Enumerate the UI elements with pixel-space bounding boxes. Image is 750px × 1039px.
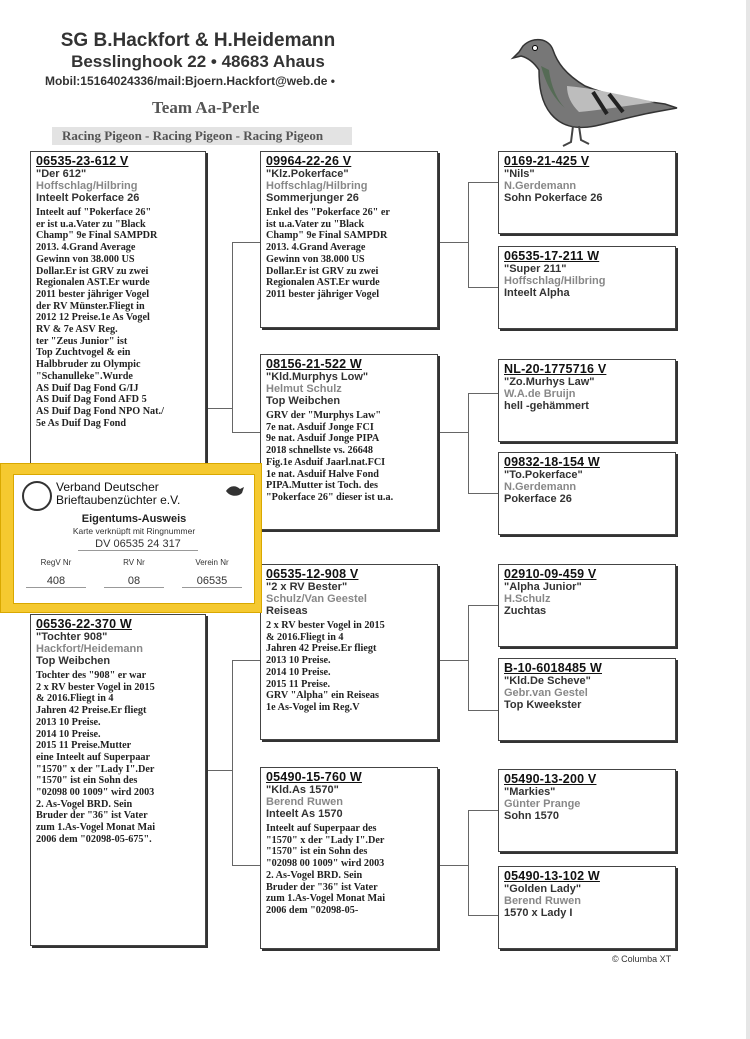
pigeon-card-dam2	[260, 767, 438, 949]
card-title: Eigentums-Ausweis	[81, 513, 187, 525]
description: Sohn 1570	[504, 810, 560, 822]
card-ring-number: DV 06535 24 317	[78, 538, 198, 551]
pigeon-name: "Zo.Murhys Law"	[504, 376, 595, 388]
notes: Inteelt auf "Pokerface 26" er ist u.a.Vater zu "Black Champ" 9e Final SAMPDR 2013. 4.Grand Average Gewinn von 38.000 US Dollar.Er ist GRV zu zwei Regionalen AST.Er wurde 2011 bester jähriger Vogel der RV Münster.Fliegt in 2012 12 Preise.1e As Vogel RV & 7e ASV Reg. ter "Zeus Junior" ist Top Zuchtvogel & ein Halbbruder zu Olympic "Schanulleke".Wurde AS Duif Dag Fond G/IJ AS Duif Dag Fond AFD 5 AS Duif Dag Fond NPO Nat./ 5e As Duif Dag Fond	[36, 207, 164, 429]
ring-number: B-10-6018485 W	[504, 661, 602, 675]
association-name: Verband Deutscher Brieftaubenzüchter e.V.	[56, 480, 181, 507]
team-name: Team Aa-Perle	[152, 98, 260, 117]
copyright: © Columba XT	[612, 954, 672, 964]
breeder: Berend Ruwen	[504, 895, 582, 907]
pigeon-card-sire2	[260, 564, 438, 740]
description: Reiseas	[266, 605, 308, 617]
description: Top Weibchen	[266, 395, 341, 407]
description: Inteelt Alpha	[504, 287, 570, 299]
owner-contact: Mobil:15164024336/mail:Bjoern.Hackfort@web.de •	[44, 74, 335, 88]
description: Inteelt Pokerface 26	[36, 192, 140, 204]
breeder: W.A.de Bruijn	[504, 388, 576, 400]
scan-edge	[746, 0, 750, 1039]
pigeon-name: "Der 612"	[36, 168, 87, 180]
pigeon-card-gd3	[498, 658, 676, 741]
owner-address: Besslinghook 22 • 48683 Ahaus	[71, 52, 325, 71]
pigeon-name: "Kld.De Scheve"	[504, 675, 591, 687]
ring-number: 0169-21-425 V	[504, 154, 590, 168]
breeder: N.Gerdemann	[504, 180, 577, 192]
description: Zuchtas	[504, 605, 547, 617]
rv-value: 08	[104, 575, 164, 588]
breeder: N.Gerdemann	[504, 481, 577, 493]
notes: GRV der "Murphys Law" 7e nat. Asduif Jonge FCI 9e nat. Asduif Jonge PIPA 2018 schnellste vs. 26648 Fig.1e Asduif Jaarl.nat.FCI 1e nat. Asduif Halve Fond PIPA.Mutter ist Toch. des "Pokerface 26" dieser ist u.a.	[266, 410, 394, 503]
breeder: Berend Ruwen	[266, 796, 344, 808]
pigeon-name: "Nils"	[504, 168, 535, 180]
pigeon-card-main1	[30, 151, 206, 471]
ring-number: 06535-17-211 W	[504, 249, 600, 263]
breeder: Gebr.van Gestel	[504, 687, 588, 699]
pigeon-card-dam1	[260, 354, 438, 530]
breeder: Hoffschlag/Hilbring	[36, 180, 138, 192]
pigeon-name: "Golden Lady"	[504, 883, 582, 895]
ring-number: 06535-12-908 V	[266, 567, 359, 581]
pigeon-card-gs2	[498, 359, 676, 442]
ring-number: 06536-22-370 W	[36, 617, 132, 631]
regv-label: RegV Nr	[40, 558, 72, 567]
description: Sommerjunger 26	[266, 192, 359, 204]
description: Inteelt As 1570	[266, 808, 343, 820]
breeder: Schulz/Van Geestel	[266, 593, 367, 605]
pigeon-name: "Klz.Pokerface"	[266, 168, 349, 180]
verein-label: Verein Nr	[195, 558, 229, 567]
ring-number: 05490-15-760 W	[266, 770, 362, 784]
pigeon-card-gd2	[498, 452, 676, 535]
ring-number: 05490-13-200 V	[504, 772, 597, 786]
ring-number: NL-20-1775716 V	[504, 362, 607, 376]
ring-number: 06535-23-612 V	[36, 154, 129, 168]
association-logo-icon	[22, 481, 52, 511]
pigeon-name: "Markies"	[504, 786, 556, 798]
ring-number: 02910-09-459 V	[504, 567, 597, 581]
breeder: Helmut Schulz	[266, 383, 342, 395]
pigeon-name: "Kld.As 1570"	[266, 784, 339, 796]
pigeon-card-sire1	[260, 151, 438, 328]
pigeon-name: "To.Pokerface"	[504, 469, 583, 481]
owner-name: SG B.Hackfort & H.Heidemann	[60, 30, 336, 51]
pigeon-name: "Alpha Junior"	[504, 581, 582, 593]
ring-number: 05490-13-102 W	[504, 869, 600, 883]
notes: 2 x RV bester Vogel in 2015 & 2016.Fliegt in 4 Jahren 42 Preise.Er fliegt 2013 10 Preise. 2014 10 Preise. 2015 11 Preise. GRV "Alpha" ein Reiseas 1e As-Vogel im Reg.V	[266, 620, 385, 713]
breeder: H.Schulz	[504, 593, 551, 605]
pigeon-name: "2 x RV Bester"	[266, 581, 348, 593]
description: Pokerface 26	[504, 493, 572, 505]
pigeon-card-gd1	[498, 246, 676, 329]
pigeon-name: "Super 211"	[504, 263, 567, 275]
card-subtitle: Karte verknüpft mit Ringnummer	[72, 526, 196, 536]
regv-value: 408	[26, 575, 86, 588]
racing-banner: Racing Pigeon - Racing Pigeon - Racing Pigeon	[52, 127, 352, 145]
notes: Tochter des "908" er war 2 x RV bester Vogel in 2015 & 2016.Fliegt in 4 Jahren 42 Preise.Er fliegt 2013 10 Preise. 2014 10 Preise. 2015 11 Preise.Mutter eine Inteelt auf Superpaar "1570" x der "Lady I".Der "1570" ist ein Sohn des "02098 00 1009" wird 2003 2. As-Vogel BRD. Sein Bruder der "36" ist Vater zum 1.As-Vogel Monat Mai 2006 dem "02098-05-675".	[36, 670, 156, 845]
description: Sohn Pokerface 26	[504, 192, 603, 204]
pigeon-name: "Kld.Murphys Low"	[266, 371, 369, 383]
description: Top Weibchen	[36, 655, 111, 667]
pigeon-card-main2	[30, 614, 206, 946]
description: hell -gehämmert	[504, 400, 589, 412]
notes: Inteelt auf Superpaar des "1570" x der "Lady I".Der "1570" ist ein Sohn des "02098 00 1009" wird 2003 2. As-Vogel BRD. Sein Bruder der "36" ist Vater zum 1.As-Vogel Monat Mai 2006 dem "02098-05-	[266, 823, 386, 916]
ring-number: 08156-21-522 W	[266, 357, 362, 371]
breeder: Hackfort/Heidemann	[36, 643, 143, 655]
description: 1570 x Lady I	[504, 907, 573, 919]
pigeon-name: "Tochter 908"	[36, 631, 108, 643]
notes: Enkel des "Pokerface 26" er ist u.a.Vater zu "Black Champ" 9e Final SAMPDR 2013. 4.Grand Average Gewinn von 38.000 US Dollar.Er ist GRV zu zwei Regionalen AST.Er wurde 2011 bester jähriger Vogel	[266, 207, 390, 300]
description: Top Kweekster	[504, 699, 582, 711]
pigeon-image	[505, 30, 680, 150]
pigeon-card-gs4	[498, 769, 676, 852]
pigeon-card-gs1	[498, 151, 676, 234]
breeder: Günter Prange	[504, 798, 581, 810]
pigeon-card-gs3	[498, 564, 676, 647]
verein-value: 06535	[182, 575, 242, 588]
rv-label: RV Nr	[123, 558, 145, 567]
ownership-card	[0, 463, 262, 613]
pigeon-card-gd4	[498, 866, 676, 949]
ring-number: 09964-22-26 V	[266, 154, 352, 168]
breeder: Hoffschlag/Hilbring	[504, 275, 606, 287]
breeder: Hoffschlag/Hilbring	[266, 180, 368, 192]
ring-number: 09832-18-154 W	[504, 455, 600, 469]
